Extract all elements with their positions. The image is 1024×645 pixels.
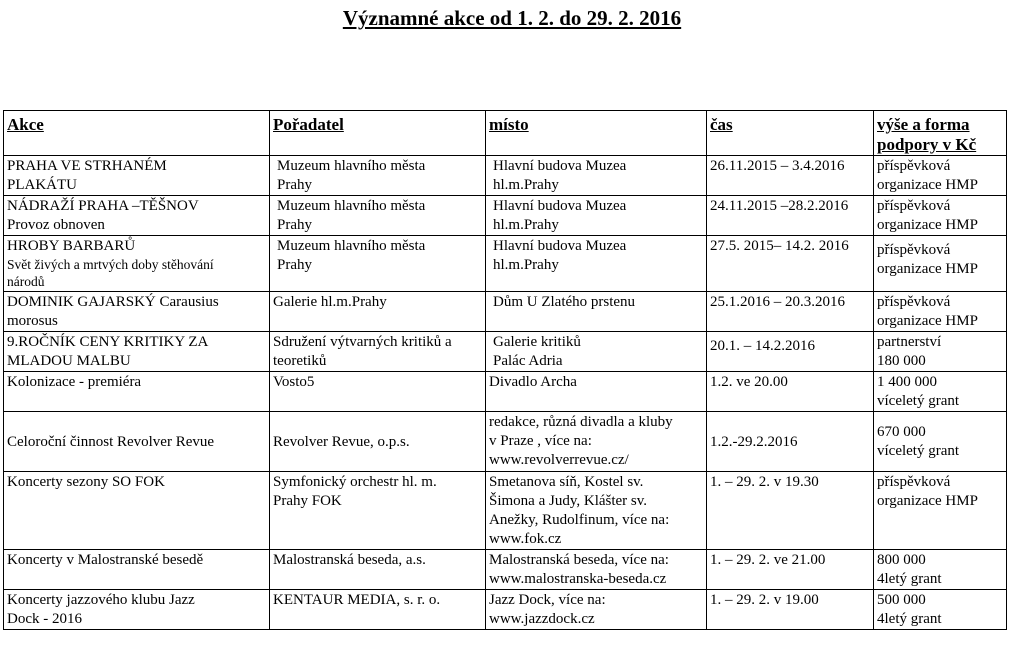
cell-line: Jazz Dock, více na: (489, 592, 606, 608)
cell-line: Muzeum hlavního města (277, 238, 426, 254)
table-row (4, 550, 1007, 590)
col-header-podpora-line2: podpory v Kč (877, 135, 977, 154)
cell-misto (486, 372, 707, 412)
table-row (4, 412, 1007, 472)
cell-line: morosus (7, 313, 58, 329)
cell-cas: 1. – 29. 2. v 19.30 (707, 472, 874, 550)
cell-line: partnerství (877, 334, 942, 350)
cell-line: 9.ROČNÍK CENY KRITIKY ZA (7, 334, 209, 350)
cell-misto (486, 332, 707, 372)
cell-podpora (874, 590, 1007, 630)
cell-line: příspěvková (877, 158, 951, 174)
cell-akce (4, 196, 270, 236)
cell-line: HROBY BARBARŮ (7, 238, 136, 254)
table-row (4, 236, 1007, 292)
cell-line: Anežky, Rudolfinum, více na: (489, 512, 670, 528)
cell-cas: 26.11.2015 – 3.4.2016 (707, 156, 874, 196)
cell-podpora (874, 372, 1007, 412)
cell-line: Prahy (277, 217, 312, 233)
cell-line: Hlavní budova Muzea (493, 238, 627, 254)
cell-line: Sdružení výtvarných kritiků a (273, 334, 452, 350)
cell-line: Šimona a Judy, Klášter sv. (489, 493, 648, 509)
cell-line: redakce, různá divadla a kluby (489, 414, 673, 430)
cell-line: NÁDRAŽÍ PRAHA –TĚŠNOV (7, 198, 199, 214)
cell-cas: 27.5. 2015– 14.2. 2016 (707, 236, 874, 292)
cell-poradatel (270, 590, 486, 630)
cell-misto (486, 196, 707, 236)
cell-line: Koncerty sezony SO FOK (7, 474, 165, 490)
cell-line: 180 000 (877, 353, 926, 369)
cell-line: Vosto5 (273, 374, 315, 390)
cell-line: 800 000 (877, 552, 926, 568)
cell-line: Palác Adria (493, 353, 563, 369)
cell-line: teoretiků (273, 353, 327, 369)
cell-misto (486, 292, 707, 332)
cell-line: organizace HMP (877, 313, 978, 329)
cell-line: Malostranská beseda, více na: (489, 552, 669, 568)
cell-line: 4letý grant (877, 571, 942, 587)
page-title: Významné akce od 1. 2. do 29. 2. 2016 (342, 6, 682, 30)
cell-podpora (874, 550, 1007, 590)
cell-line: KENTAUR MEDIA, s. r. o. (273, 592, 441, 608)
cell-line: víceletý grant (877, 393, 960, 409)
cell-line: v Praze , více na: (489, 433, 592, 449)
cell-line: Prahy FOK (273, 493, 342, 509)
cell-line: organizace HMP (877, 177, 978, 193)
cell-line: Celoroční činnost Revolver Revue (7, 433, 215, 450)
cell-podpora (874, 292, 1007, 332)
col-header-akce: Akce (4, 111, 270, 156)
cell-cas: 1. – 29. 2. v 19.00 (707, 590, 874, 630)
cell-misto (486, 472, 707, 550)
cell-poradatel (270, 196, 486, 236)
cell-podpora (874, 196, 1007, 236)
cell-akce (4, 472, 270, 550)
table-row (4, 472, 1007, 550)
cell-poradatel (270, 550, 486, 590)
table-row (4, 292, 1007, 332)
table-row (4, 196, 1007, 236)
cell-line: Provoz obnoven (7, 217, 105, 233)
table-header-row (4, 111, 1007, 156)
events-table (3, 110, 1007, 630)
cell-poradatel (270, 156, 486, 196)
cell-line: Dock - 2016 (7, 611, 82, 627)
cell-line: Svět živých a mrtvých doby stěhování (7, 257, 214, 272)
cell-line: Malostranská beseda, a.s. (273, 552, 426, 568)
cell-akce (4, 412, 270, 472)
cell-line: příspěvková (877, 474, 951, 490)
cell-poradatel (270, 472, 486, 550)
cell-cas: 25.1.2016 – 20.3.2016 (707, 292, 874, 332)
cell-cas: 24.11.2015 –28.2.2016 (707, 196, 874, 236)
cell-line: 500 000 (877, 592, 926, 608)
cell-line: organizace HMP (877, 261, 978, 277)
cell-line: www.malostranska-beseda.cz (489, 571, 667, 587)
cell-line: Galerie kritiků (493, 334, 581, 350)
cell-akce (4, 372, 270, 412)
cell-line: hl.m.Prahy (493, 177, 559, 193)
cell-akce (4, 236, 270, 292)
cell-akce (4, 156, 270, 196)
cell-line: organizace HMP (877, 493, 978, 509)
table-row (4, 590, 1007, 630)
cell-cas: 1.2. ve 20.00 (707, 372, 874, 412)
cell-podpora (874, 156, 1007, 196)
cell-line: národů (7, 274, 45, 289)
cell-line: Koncerty jazzového klubu Jazz (7, 592, 195, 608)
cell-poradatel (270, 412, 486, 472)
cell-line: hl.m.Prahy (493, 217, 559, 233)
cell-line: www.jazzdock.cz (489, 611, 595, 627)
cell-line: příspěvková (877, 294, 951, 310)
cell-misto (486, 590, 707, 630)
cell-podpora (874, 472, 1007, 550)
table-row (4, 156, 1007, 196)
cell-line: Dům U Zlatého prstenu (493, 294, 636, 310)
cell-misto (486, 156, 707, 196)
cell-line: Smetanova síň, Kostel sv. (489, 474, 644, 490)
cell-podpora (874, 236, 1007, 292)
cell-line: Muzeum hlavního města (277, 198, 426, 214)
cell-line: Revolver Revue, o.p.s. (273, 433, 410, 450)
cell-podpora (874, 332, 1007, 372)
cell-line: DOMINIK GAJARSKÝ Carausius (7, 294, 219, 310)
cell-line: Galerie hl.m.Prahy (273, 294, 387, 310)
cell-poradatel (270, 332, 486, 372)
cell-poradatel (270, 292, 486, 332)
cell-line: www.fok.cz (489, 531, 562, 547)
cell-misto (486, 550, 707, 590)
cell-line: Hlavní budova Muzea (493, 198, 627, 214)
cell-line: Divadlo Archa (489, 374, 577, 390)
cell-line: www.revolverrevue.cz/ (489, 452, 629, 468)
cell-line: Hlavní budova Muzea (493, 158, 627, 174)
cell-line: 4letý grant (877, 611, 942, 627)
cell-line: PRAHA VE STRHANÉM (7, 158, 167, 174)
cell-cas: 20.1. – 14.2.2016 (707, 332, 874, 372)
cell-line: 1 400 000 (877, 374, 937, 390)
cell-akce (4, 292, 270, 332)
cell-line: Symfonický orchestr hl. m. (273, 474, 437, 490)
cell-poradatel (270, 236, 486, 292)
table-row (4, 332, 1007, 372)
cell-misto (486, 412, 707, 472)
cell-line: Prahy (277, 257, 312, 273)
cell-line: příspěvková (877, 198, 951, 214)
cell-line: Kolonizace - premiéra (7, 374, 142, 390)
cell-line: MLADOU MALBU (7, 353, 131, 369)
cell-line: 670 000 (877, 424, 926, 440)
cell-poradatel (270, 372, 486, 412)
cell-line: PLAKÁTU (7, 177, 77, 193)
cell-line: hl.m.Prahy (493, 257, 559, 273)
cell-line: organizace HMP (877, 217, 978, 233)
col-header-poradatel: Pořadatel (270, 111, 486, 156)
col-header-misto: místo (486, 111, 707, 156)
cell-misto (486, 236, 707, 292)
col-header-cas: čas (707, 111, 874, 156)
cell-akce (4, 332, 270, 372)
cell-line: Muzeum hlavního města (277, 158, 426, 174)
cell-line: příspěvková (877, 242, 951, 258)
cell-line: Prahy (277, 177, 312, 193)
cell-akce (4, 590, 270, 630)
cell-line: Koncerty v Malostranské besedě (7, 552, 204, 568)
col-header-podpora-line1: výše a forma (877, 115, 970, 134)
cell-cas: 1. – 29. 2. ve 21.00 (707, 550, 874, 590)
cell-line: víceletý grant (877, 443, 960, 459)
cell-cas: 1.2.-29.2.2016 (707, 412, 874, 472)
table-row (4, 372, 1007, 412)
col-header-podpora (874, 111, 1007, 156)
cell-akce (4, 550, 270, 590)
cell-podpora (874, 412, 1007, 472)
